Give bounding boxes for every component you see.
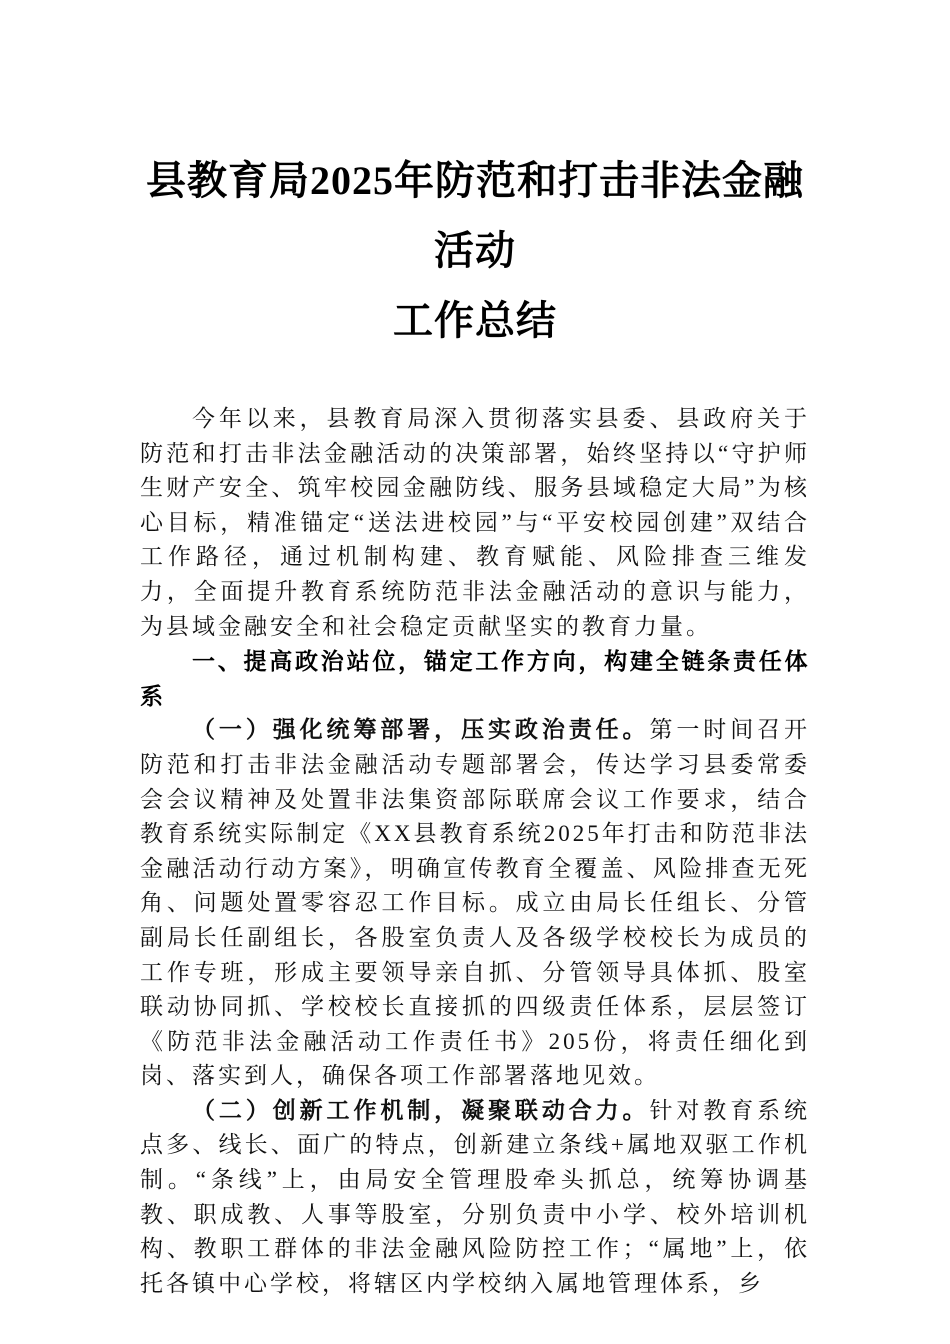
section-1-paragraph-1 [140, 713, 810, 1094]
section-1-heading [140, 644, 810, 713]
document-body [140, 402, 810, 1301]
section-1-paragraph-2 [140, 1094, 810, 1302]
title-line-1: 县教育局2025年防范和打击非法金融活动 [146, 158, 804, 273]
section-1-paragraph-1-text: 第一时间召开防范和打击非法金融活动专题部署会，传达学习县委常委会会议精神及处置非法集资部际联席会议工作要求，结合教育系统实际制定《XX县教育系统2025年打击和防范非法金融活动行动方案》，明确宣传教育全覆盖、风险排查无死角、问题处置零容忍工作目标。成立由局长任组长、分管副局长任副组长，各股室负责人及各级学校校长为成员的工作专班，形成主要领导亲自抓、分管领导具体抓、股室联动协同抓、学校校长直接抓的四级责任体系，层层签订《防范非法金融活动工作责任书》205份，将责任细化到岗、落实到人，确保各项工作部署落地见效。 [140, 717, 811, 1089]
section-1-heading-text: 一、提高政治站位，锚定工作方向，构建全链条责任体系 [140, 648, 810, 709]
section-1-paragraph-2-lead: （二）创新工作机制，凝聚联动合力。 [192, 1097, 650, 1123]
section-1-paragraph-2-text: 针对教育系统点多、线长、面广的特点，创新建立条线+属地双驱工作机制。“条线”上，由局安全管理股牵头抓总，统筹协调基教、职成教、人事等股室，分别负责中小学、校外培训机构、教职工群体的非法金融风险防控工作；“属地”上，依托各镇中心学校，将辖区内学校纳入属地管理体系，乡 [140, 1097, 811, 1296]
intro-paragraph [140, 402, 810, 644]
document-title [140, 146, 810, 356]
title-line-2: 工作总结 [393, 298, 557, 343]
intro-paragraph-text: 今年以来，县教育局深入贯彻落实县委、县政府关于防范和打击非法金融活动的决策部署，始终坚持以“守护师生财产安全、筑牢校园金融防线、服务县域稳定大局”为核心目标，精准锚定“送法进校园”与“平安校园创建”双结合工作路径，通过机制构建、教育赋能、风险排查三维发力，全面提升教育系统防范非法金融活动的意识与能力，为县域金融安全和社会稳定贡献坚实的教育力量。 [140, 406, 810, 639]
section-1-paragraph-1-lead: （一）强化统筹部署，压实政治责任。 [192, 717, 650, 743]
